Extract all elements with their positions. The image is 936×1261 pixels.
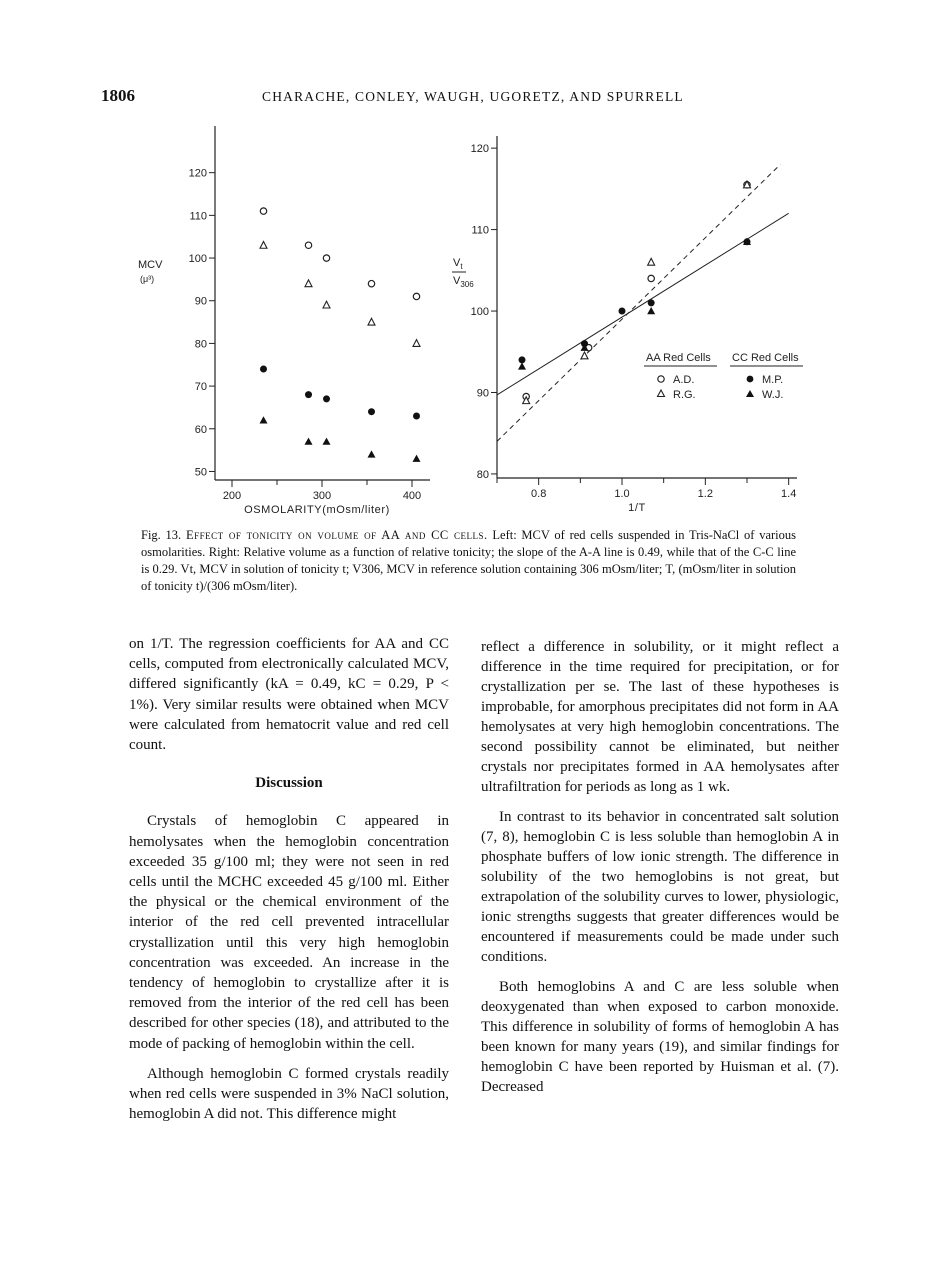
point-open-circle — [260, 208, 266, 214]
point-filled-triangle — [368, 450, 376, 457]
point-filled-triangle — [518, 362, 526, 369]
point-open-triangle — [260, 241, 267, 248]
point-filled-triangle — [260, 416, 268, 423]
paragraph: Although hemoglobin C formed crystals readily when red cells were suspended in 3% NaCl solution, hemoglobin A did not. This difference might — [129, 1065, 449, 1123]
legend-mp-label: M.P. — [762, 374, 784, 386]
y-tick-label: 80 — [194, 338, 207, 351]
point-filled-circle — [619, 308, 626, 315]
point-filled-triangle — [647, 307, 655, 314]
point-open-circle — [305, 242, 311, 248]
legend-aa-title: AA Red Cells — [646, 352, 711, 364]
right-chart — [471, 136, 797, 514]
x-axis-label: OSMOLARITY(mOsm/liter) — [244, 504, 390, 516]
regression-line-aa — [497, 164, 780, 441]
paragraph: Crystals of hemoglobin C appeared in hemolysates when the hemoglobin concentration exceeded 35 g/100 ml; they were not seen in red cells until the MCHC exceeded 45 g/100 ml. Either the physical or the chemical environment of the interior of the red cell prevented intracellular crystallization until this very high hemoglobin concentration was exceeded. An increase in the tendency of hemoglobin to crystallize after it is removed from the interior of the red cell has been described for other species (18), and attributed to the mode of packing of hemoglobin within the cell. — [129, 813, 449, 1052]
point-filled-circle — [260, 366, 267, 373]
paragraph: on 1/T. The regression coefficients for AA and CC cells, computed from electronically calculated MCV, differed significantly (kA = 0.49, kC = 0.29, P < 1%). Very similar results were obtained when MCV were calculated from hematocrit value and red cell count. — [129, 636, 449, 754]
y-tick-label: 50 — [194, 466, 207, 479]
figure-caption — [141, 527, 796, 595]
legend-filled-circle-icon — [747, 376, 754, 383]
paragraph: Both hemoglobins A and C are less soluble when deoxygenated than when exposed to carbon monoxide. This difference in solubility of forms of hemoglobin A has been known for many years (19), and similar findings for hemoglobin C have been reported by Huisman et al. (7). Decreased — [481, 979, 839, 1095]
point-filled-circle — [413, 412, 420, 419]
caption-title: Effect of tonicity on volume of AA and CC cells. — [185, 528, 488, 542]
y-tick-label: 110 — [471, 224, 489, 237]
x-tick-label: 400 — [402, 490, 422, 502]
y-tick-label: 120 — [470, 143, 489, 156]
legend-open-triangle-icon — [658, 390, 665, 397]
y-tick-label: 100 — [188, 253, 207, 266]
left-chart — [189, 126, 430, 516]
y-tick-label: 90 — [476, 387, 489, 400]
point-open-triangle — [648, 258, 655, 265]
running-head: CHARACHE, CONLEY, WAUGH, UGORETZ, AND SPURRELL — [262, 89, 684, 104]
x-tick-label: 300 — [312, 490, 332, 502]
point-open-triangle — [305, 280, 312, 287]
legend-open-circle-icon — [658, 376, 664, 382]
point-open-circle — [413, 293, 419, 299]
y-tick-label: 100 — [470, 306, 489, 319]
right-text-column — [481, 637, 839, 1107]
x-tick-label: 0.8 — [531, 488, 547, 500]
y-tick-label: 60 — [194, 423, 207, 436]
y-tick-label: 90 — [194, 295, 207, 308]
left-ylabel-bottom: (μ³) — [140, 274, 155, 284]
y-tick-label: 80 — [476, 468, 489, 481]
legend-rg-label: R.G. — [673, 389, 696, 401]
point-filled-circle — [368, 408, 375, 415]
point-filled-circle — [323, 395, 330, 402]
legend-filled-triangle-icon — [746, 390, 754, 397]
point-open-triangle — [413, 340, 420, 347]
x-tick-label: 1.2 — [697, 488, 713, 500]
paragraph: In contrast to its behavior in concentrated salt solution (7, 8), hemoglobin C is less soluble than hemoglobin A in phosphate buffers of low ionic strength. The difference in solubility of the two hemoglobins is not great, but extrapolation of the solubility curves to lower, physiologic, ionic strengths suggests that greater differences would be encountered if measurements could be made under such conditions. — [481, 809, 839, 965]
x-axis-label: 1/T — [628, 502, 646, 514]
y-tick-label: 120 — [188, 167, 207, 180]
point-filled-triangle — [305, 438, 313, 445]
y-tick-label: 70 — [194, 381, 207, 394]
point-open-triangle — [323, 301, 330, 308]
point-filled-circle — [305, 391, 312, 398]
x-tick-label: 200 — [222, 490, 242, 502]
point-open-circle — [368, 280, 374, 286]
legend — [644, 352, 803, 401]
point-open-triangle — [368, 318, 375, 325]
paragraph: reflect a difference in solubility, or it might reflect a difference in the time required for precipitation, or for crystallization per se. The last of these hypotheses is improbable, for amorphous precipitates did not form in AA hemolysates at very high hemoglobin concentrations. The second possibility cannot be eliminated, but neither crystals nor precipitates formed in AA hemolysates after ultrafiltration for periods as long as 1 wk. — [481, 639, 839, 795]
legend-wj-label: W.J. — [762, 389, 784, 401]
right-ylabel-den: $V_{306}$ — [453, 275, 474, 289]
legend-cc-title: CC Red Cells — [732, 352, 799, 364]
x-tick-label: 1.0 — [614, 488, 630, 500]
left-text-column — [129, 634, 449, 1134]
legend-ad-label: A.D. — [673, 374, 695, 386]
right-ylabel-num: $V_t$ — [453, 257, 463, 271]
left-ylabel-top: MCV — [138, 259, 163, 271]
point-open-circle — [648, 275, 654, 281]
section-heading-discussion: Discussion — [255, 775, 323, 792]
caption-label: Fig. 13. — [141, 528, 182, 542]
page-number: 1806 — [101, 86, 135, 105]
point-open-circle — [323, 255, 329, 261]
point-filled-triangle — [413, 455, 421, 462]
point-filled-circle — [519, 356, 526, 363]
y-tick-label: 110 — [189, 210, 207, 223]
figure-13 — [0, 0, 936, 525]
caption-text: Left: MCV of red cells suspended in Tris-NaCl of various osmolarities. Right: Relative volume as a function of relative tonicity; the slope of the A-A line is 0.49, while that of the C-C line is 0.29. Vt, MCV in solution of tonicity t; V306, MCV in reference solution containing 306 mOsm/liter; T, (mOsm/liter in solution of tonicity t)/(306 mOsm/liter). — [141, 528, 796, 593]
point-filled-circle — [648, 299, 655, 306]
x-tick-label: 1.4 — [781, 488, 797, 500]
point-filled-triangle — [323, 438, 331, 445]
